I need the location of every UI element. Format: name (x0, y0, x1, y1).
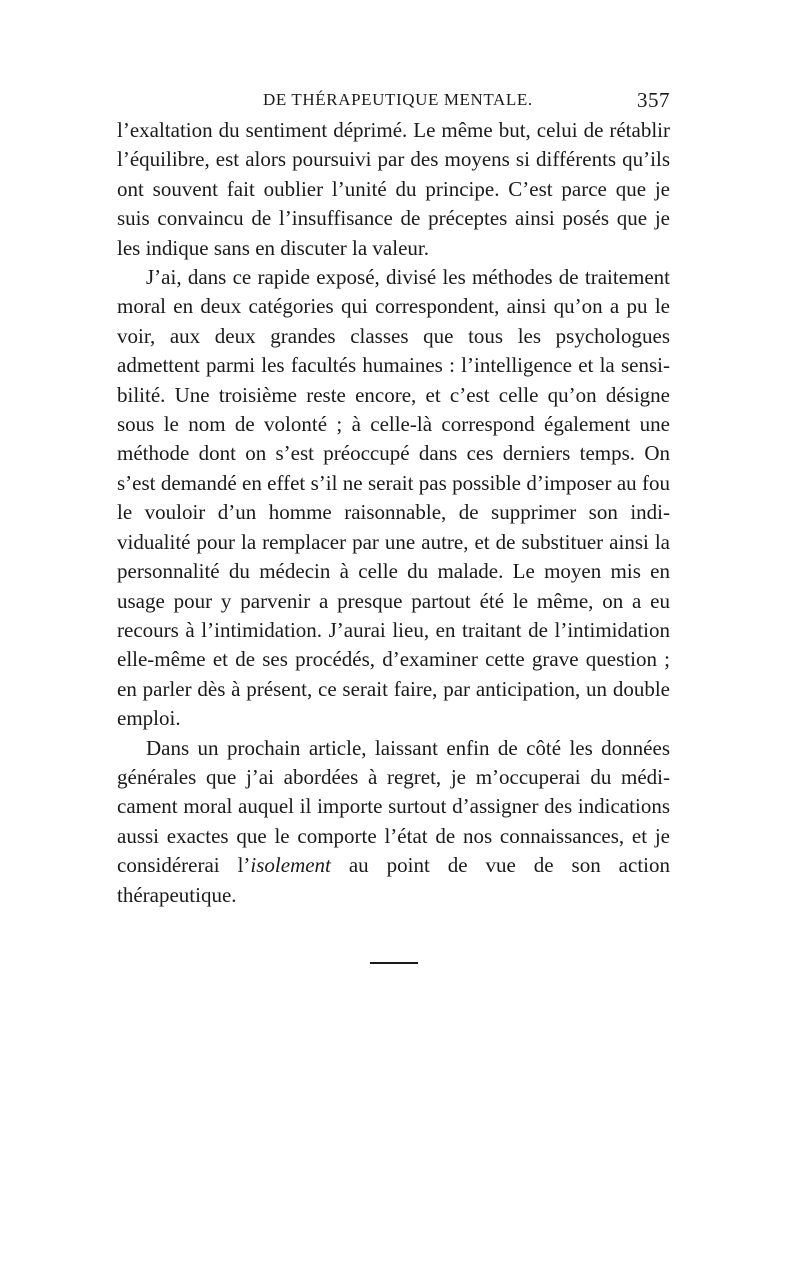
running-head (117, 86, 670, 116)
paragraph-3-text: Dans un prochain article, laissant enfin de côté les données générales que j’ai abordées à regret, je m’occuperai du médicament moral auquel il importe surtout d’assigner des indications aussi exactes que le comporte l’état de nos connaissances, et je considérerai l’ (117, 735, 670, 878)
paragraph-2-text: J’ai, dans ce rapide exposé, divisé les méthodes de traitement moral en deux catégories qui correspondent, ainsi qu’on a pu le voir, aux deux grandes classes que tous les psychologues admettent parmi les facultés humaines : l’intelligence et la sensibilité. Une troisième reste encore, et c’est celle qu’on désigne sous le nom de volonté ; à celle-là correspond également une méthode dont on s’est préoccupé dans ces derniers temps. On s’est demandé en effet s’il ne serait pas possible d’imposer au fou le vouloir d’un homme raisonnable, de supprimer son individualité pour la remplacer par une autre, et de substituer ainsi la personnalité du médecin à celle du malade. Le moyen mis en usage pour y parvenir a presque partout été le même, on a eu recours à l’intimidation. J’aurai lieu, en traitant de l’intimidation elle-même et de ses procédés, d’examiner cette grave question ; en parler dès à présent, ce serait faire, par anticipation, un double emploi. (117, 265, 670, 731)
paragraph-3-text-end: au point de vue de son action thérapeutique. (117, 853, 670, 907)
paragraph-2 (117, 263, 670, 734)
running-title: DE THÉRAPEUTIQUE MENTALE. (263, 90, 533, 109)
body-text (117, 116, 670, 910)
emphasis-isolement: isolement (250, 853, 331, 878)
paragraph-1-text: l’exaltation du sentiment déprimé. Le même but, celui de rétablir l’équilibre, est alors poursuivi par des moyens si différents qu’ils ont souvent fait oublier l’unité du principe. C’est parce que je suis convaincu de l’insuffisance de préceptes ainsi posés que je les indique sans en discuter la valeur. (117, 118, 670, 260)
page-number: 357 (637, 88, 670, 112)
book-page (117, 86, 670, 910)
paragraph-1 (117, 116, 670, 263)
paragraph-3 (117, 734, 670, 910)
section-end-rule (370, 962, 418, 964)
